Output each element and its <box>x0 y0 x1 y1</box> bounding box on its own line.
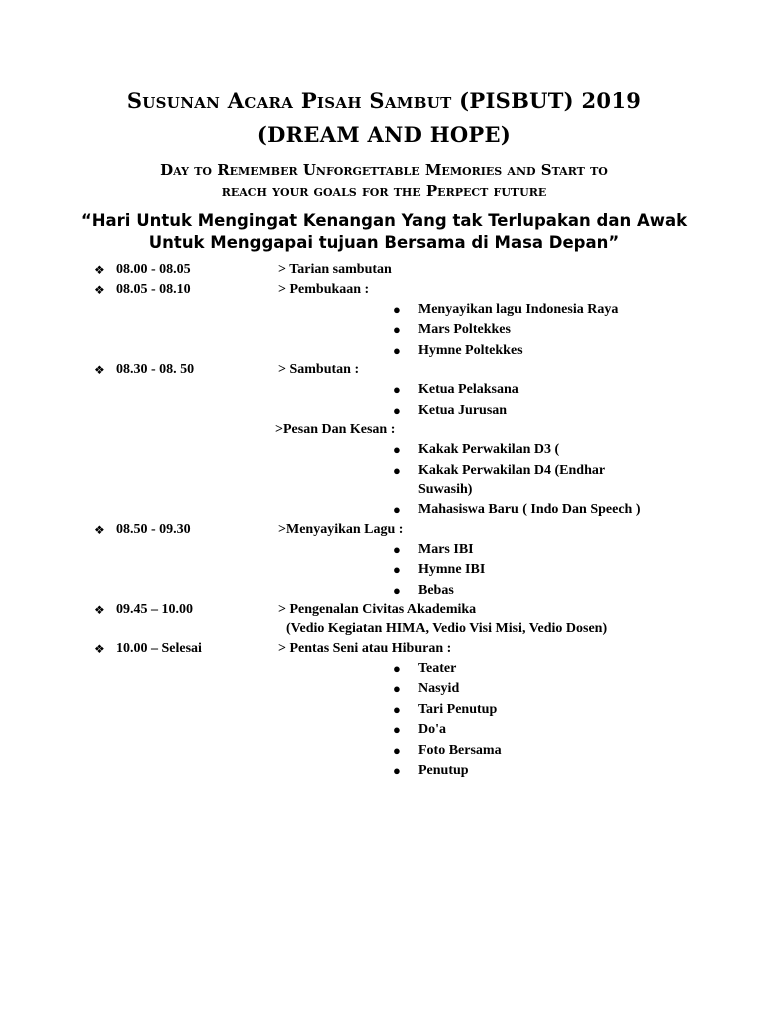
schedule-activity: > Tarian sambutan <box>278 262 392 277</box>
motto-quote <box>80 210 688 254</box>
document-title: Susunan Acara Pisah Sambut (PISBUT) 2019 <box>126 88 642 113</box>
list-item: Nasyid <box>418 681 460 696</box>
round-bullet-icon: ● <box>393 302 401 317</box>
round-bullet-icon: ● <box>393 583 401 598</box>
diamond-bullet-icon: ❖ <box>94 283 105 297</box>
schedule-time: 09.45 – 10.00 <box>116 602 193 617</box>
round-bullet-icon: ● <box>393 661 401 676</box>
round-bullet-icon: ● <box>393 463 401 478</box>
list-item: Foto Bersama <box>418 743 502 758</box>
diamond-bullet-icon: ❖ <box>94 642 105 656</box>
round-bullet-icon: ● <box>393 722 401 737</box>
round-bullet-icon: ● <box>393 403 401 418</box>
list-item: Mars IBI <box>418 542 474 557</box>
round-bullet-icon: ● <box>393 322 401 337</box>
diamond-bullet-icon: ❖ <box>94 263 105 277</box>
list-item: Ketua Pelaksana <box>418 382 519 397</box>
list-item: Mars Poltekkes <box>418 322 511 337</box>
schedule-activity: > Sambutan : <box>278 362 360 377</box>
list-item-continuation: Suwasih) <box>418 482 473 497</box>
list-item: Hymne IBI <box>418 562 486 577</box>
subtitle <box>90 160 678 202</box>
subtitle-line: Day to Remember Unforgettable Memories and Start to <box>160 161 608 179</box>
list-item: Bebas <box>418 583 454 598</box>
list-item: Teater <box>418 661 457 676</box>
schedule-sub-activity: >Pesan Dan Kesan : <box>275 422 396 437</box>
schedule-time: 10.00 – Selesai <box>116 641 202 656</box>
round-bullet-icon: ● <box>393 562 401 577</box>
schedule-activity: > Pentas Seni atau Hiburan : <box>278 641 452 656</box>
schedule-activity: > Pengenalan Civitas Akademika <box>278 602 477 617</box>
schedule-time: 08.05 - 08.10 <box>116 282 191 297</box>
schedule-time: 08.30 - 08. 50 <box>116 362 195 377</box>
schedule-note: (Vedio Kegiatan HIMA, Vedio Visi Misi, Vedio Dosen) <box>286 621 608 636</box>
diamond-bullet-icon: ❖ <box>94 523 105 537</box>
round-bullet-icon: ● <box>393 702 401 717</box>
list-item: Kakak Perwakilan D3 ( <box>418 442 560 457</box>
subtitle-line: reach your goals for the Perpect future <box>221 182 547 200</box>
diamond-bullet-icon: ❖ <box>94 603 105 617</box>
round-bullet-icon: ● <box>393 442 401 457</box>
round-bullet-icon: ● <box>393 681 401 696</box>
quote-line: “Hari Untuk Mengingat Kenangan Yang tak Terlupakan dan Awak <box>80 211 688 230</box>
schedule-time: 08.50 - 09.30 <box>116 522 191 537</box>
round-bullet-icon: ● <box>393 382 401 397</box>
schedule-activity: >Menyayikan Lagu : <box>278 522 404 537</box>
list-item: Penutup <box>418 763 469 778</box>
list-item: Ketua Jurusan <box>418 403 508 418</box>
diamond-bullet-icon: ❖ <box>94 363 105 377</box>
quote-line: Untuk Menggapai tujuan Bersama di Masa Depan” <box>148 233 620 252</box>
schedule-time: 08.00 - 08.05 <box>116 262 191 277</box>
list-item: Tari Penutup <box>418 702 498 717</box>
list-item: Kakak Perwakilan D4 (Endhar <box>418 463 606 478</box>
round-bullet-icon: ● <box>393 542 401 557</box>
list-item: Menyayikan lagu Indonesia Raya <box>418 302 619 317</box>
round-bullet-icon: ● <box>393 743 401 758</box>
list-item: Hymne Poltekkes <box>418 343 523 358</box>
round-bullet-icon: ● <box>393 343 401 358</box>
list-item: Do'a <box>418 722 446 737</box>
list-item: Mahasiswa Baru ( Indo Dan Speech ) <box>418 502 641 517</box>
round-bullet-icon: ● <box>393 763 401 778</box>
document-title-line2: (DREAM AND HOPE) <box>256 122 512 147</box>
round-bullet-icon: ● <box>393 502 401 517</box>
schedule-activity: > Pembukaan : <box>278 282 370 297</box>
